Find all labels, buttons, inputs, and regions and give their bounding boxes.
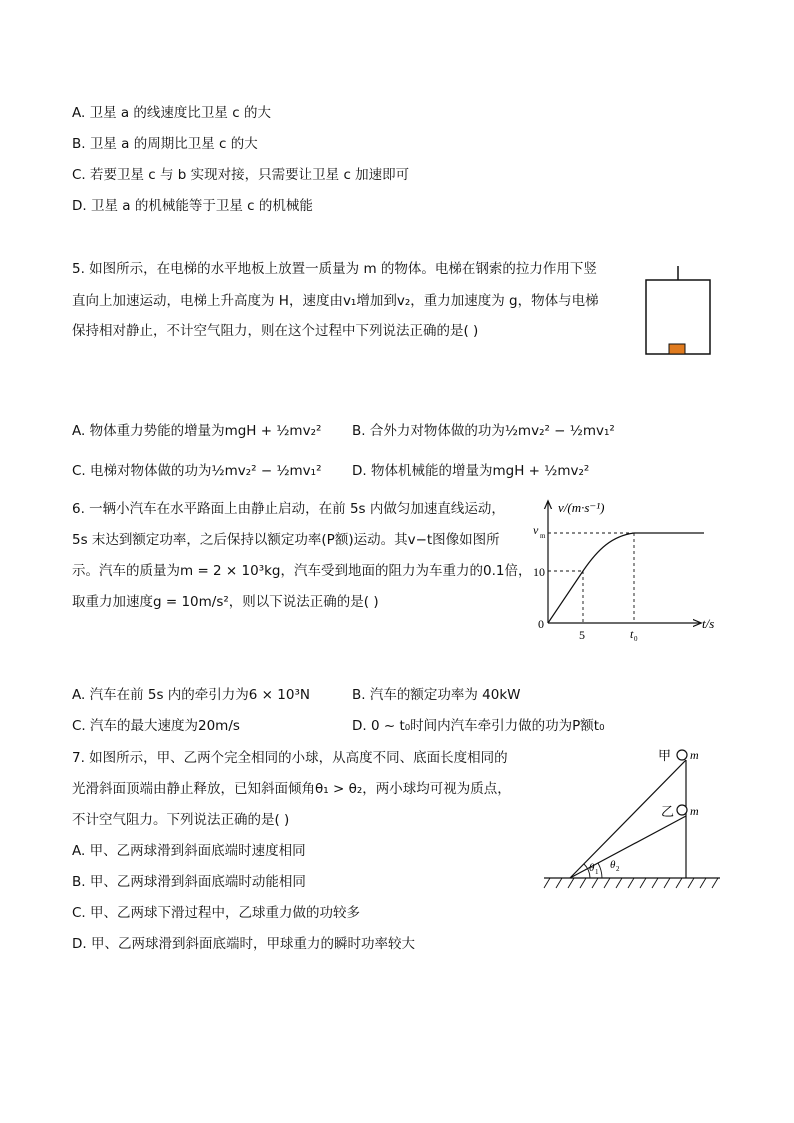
- q6-stem-line-4: 取重力加速度g = 10m/s²，则以下说法正确的是( ): [72, 594, 379, 610]
- elevator-figure: [638, 262, 718, 358]
- q7-stem-line-2: 光滑斜面顶端由静止释放，已知斜面倾角θ₁ > θ₂，两小球均可视为质点，: [72, 781, 511, 797]
- q7-option-a: A. 甲、乙两球滑到斜面底端时速度相同: [72, 843, 306, 859]
- object-block: [669, 344, 685, 354]
- ball-jia-label: 甲: [658, 748, 672, 763]
- q6-stem-line-2: 5s 末达到额定功率，之后保持以额定功率(P额)运动。其v−t图像如图所: [72, 532, 500, 548]
- q7-option-b: B. 甲、乙两球滑到斜面底端时动能相同: [72, 874, 306, 890]
- q7-option-c: C. 甲、乙两球下滑过程中，乙球重力做的功较多: [72, 905, 361, 921]
- theta1-subscript: 1: [595, 868, 599, 876]
- q4-option-c: C. 若要卫星 c 与 b 实现对接，只需要让卫星 c 加速即可: [72, 167, 410, 183]
- q6-option-b: B. 汽车的额定功率为 40kW: [352, 687, 521, 703]
- elevator-car: [646, 280, 710, 354]
- q7-stem-line-3: 不计空气阻力。下列说法正确的是( ): [72, 812, 290, 828]
- t0-subscript: 0: [634, 635, 638, 643]
- q5-option-d: D. 物体机械能的增量为mgH + ½mv₂²: [352, 463, 590, 479]
- x-tick-5: 5: [579, 628, 585, 642]
- vt-graph: [528, 494, 728, 644]
- q6-option-c: C. 汽车的最大速度为20m/s: [72, 718, 240, 734]
- q4-option-a: A. 卫星 a 的线速度比卫星 c 的大: [72, 105, 271, 121]
- y-tick-10: 10: [533, 565, 545, 579]
- theta2-label: θ: [610, 859, 616, 871]
- q6-stem-line-1: 6. 一辆小汽车在水平路面上由静止启动，在前 5s 内做匀加速直线运动，: [72, 501, 505, 517]
- theta2-subscript: 2: [616, 865, 620, 873]
- ball-yi-mass: m: [690, 804, 699, 818]
- t0-label: t: [630, 627, 634, 641]
- q5-option-a: A. 物体重力势能的增量为mgH + ½mv₂²: [72, 423, 322, 439]
- q6-option-d: D. 0 ~ t₀时间内汽车牵引力做的功为P额t₀: [352, 718, 605, 734]
- q4-option-b: B. 卫星 a 的周期比卫星 c 的大: [72, 136, 258, 152]
- ball-jia-mass: m: [690, 748, 699, 762]
- q5-option-b: B. 合外力对物体做的功为½mv₂² − ½mv₁²: [352, 423, 615, 439]
- q5-stem-line-1: 5. 如图所示，在电梯的水平地板上放置一质量为 m 的物体。电梯在钢索的拉力作用下竖: [72, 261, 597, 277]
- q6-stem-line-3: 示。汽车的质量为m = 2 × 10³kg，汽车受到地面的阻力为车重力的0.1倍，: [72, 563, 532, 579]
- y-axis-label: v/(m·s⁻¹): [558, 500, 605, 515]
- q5-option-c: C. 电梯对物体做的功为½mv₂² − ½mv₁²: [72, 463, 322, 479]
- vt-curve: [548, 533, 704, 623]
- theta1-label: θ: [589, 862, 595, 874]
- ground-hatch: [544, 878, 718, 888]
- x-axis-label: t/s: [702, 616, 715, 631]
- q5-stem-line-3: 保持相对静止，不计空气阻力，则在这个过程中下列说法正确的是( ): [72, 323, 479, 339]
- theta2-arc: [598, 863, 602, 878]
- q7-stem-line-1: 7. 如图所示，甲、乙两个完全相同的小球，从高度不同、底面长度相同的: [72, 750, 508, 766]
- steep-incline: [570, 760, 686, 878]
- ball-yi-label: 乙: [661, 804, 675, 819]
- q5-stem-line-2: 直向上加速运动，电梯上升高度为 H，速度由v₁增加到v₂，重力加速度为 g，物体与电梯: [72, 293, 599, 309]
- ball-yi: [677, 805, 687, 815]
- vm-label: v: [533, 523, 539, 537]
- q4-option-d: D. 卫星 a 的机械能等于卫星 c 的机械能: [72, 198, 313, 214]
- origin-label: 0: [538, 617, 544, 631]
- q7-option-d: D. 甲、乙两球滑到斜面底端时，甲球重力的瞬时功率较大: [72, 936, 415, 952]
- incline-figure: [540, 744, 724, 894]
- ball-jia: [677, 750, 687, 760]
- q6-option-a: A. 汽车在前 5s 内的牵引力为6 × 10³N: [72, 687, 310, 703]
- vm-subscript: m: [540, 532, 546, 540]
